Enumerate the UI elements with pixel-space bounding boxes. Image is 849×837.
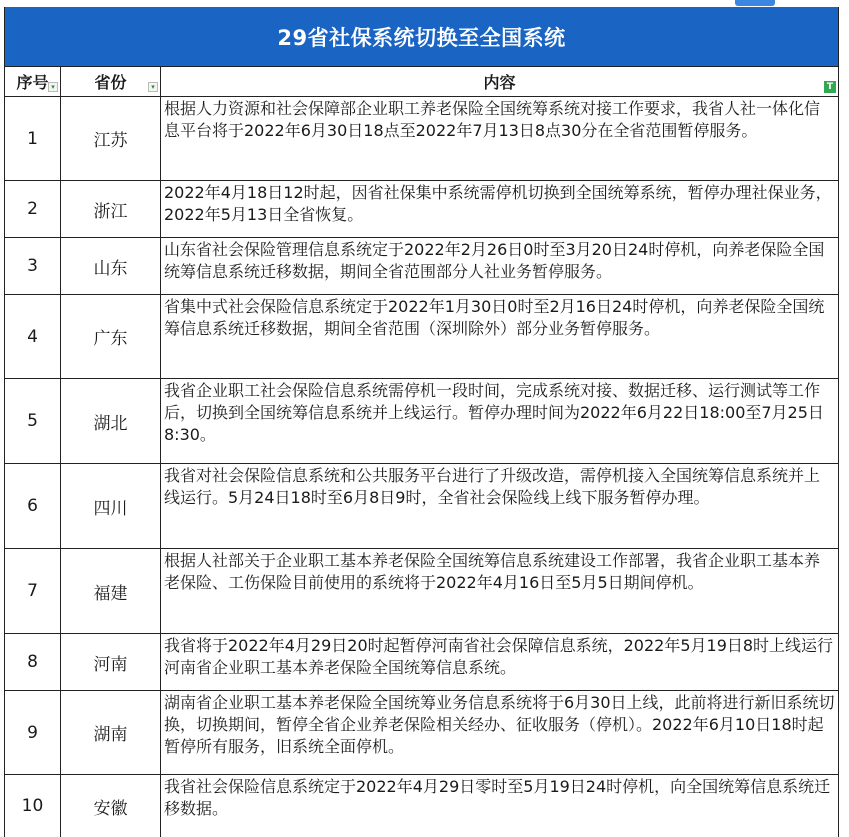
sheet-title: 29省社保系统切换至全国系统 bbox=[5, 7, 838, 67]
table-row[interactable] bbox=[5, 379, 838, 464]
cell-index[interactable]: 4 bbox=[5, 295, 61, 378]
top-toolbar-button[interactable] bbox=[735, 0, 775, 6]
cell-index[interactable]: 3 bbox=[5, 238, 61, 294]
text-filter-icon[interactable]: T bbox=[824, 81, 836, 93]
filter-dropdown-icon[interactable]: ▾ bbox=[148, 82, 158, 92]
cell-index[interactable]: 6 bbox=[5, 464, 61, 548]
table-row[interactable] bbox=[5, 634, 838, 691]
cell-province[interactable]: 湖北 bbox=[61, 379, 161, 463]
table-row[interactable] bbox=[5, 775, 838, 837]
cell-content[interactable]: 我省企业职工社会保险信息系统需停机一段时间，完成系统对接、数据迁移、运行测试等工作后，切换到全国统筹信息系统并上线运行。暂停办理时间为2022年6月22日18:00至7月25日8:30。 bbox=[164, 381, 824, 444]
table-row[interactable] bbox=[5, 181, 838, 238]
cell-content[interactable]: 我省将于2022年4月29日20时起暂停河南省社会保障信息系统，2022年5月19日8时上线运行河南省企业职工基本养老保险全国统筹信息系统。 bbox=[164, 636, 834, 677]
cell-index[interactable]: 7 bbox=[5, 549, 61, 633]
cell-index[interactable]: 9 bbox=[5, 691, 61, 774]
cell-content[interactable]: 湖南省企业职工基本养老保险全国统筹业务信息系统将于6月30日上线，此前将进行新旧系统切换，切换期间，暂停全省企业养老保险相关经办、征收服务（停机）。2022年6月10日18时起暂停所有服务，旧系统全面停机。 bbox=[164, 693, 835, 756]
header-content[interactable] bbox=[161, 67, 838, 96]
cell-index[interactable]: 5 bbox=[5, 379, 61, 463]
cell-index[interactable]: 8 bbox=[5, 634, 61, 690]
cell-content[interactable]: 我省对社会保险信息系统和公共服务平台进行了升级改造，需停机接入全国统筹信息系统并上线运行。5月24日18时至6月8日9时，全省社会保险线上线下服务暂停办理。 bbox=[164, 466, 821, 507]
cell-province[interactable]: 山东 bbox=[61, 238, 161, 294]
cell-content[interactable]: 我省社会保险信息系统定于2022年4月29日零时至5月19日24时停机，向全国统筹信息系统迁移数据。 bbox=[164, 777, 831, 818]
cell-index[interactable]: 2 bbox=[5, 181, 61, 237]
table-row[interactable] bbox=[5, 97, 838, 181]
table-row[interactable] bbox=[5, 295, 838, 379]
header-row bbox=[5, 67, 838, 97]
table-row[interactable] bbox=[5, 691, 838, 775]
cell-province[interactable]: 广东 bbox=[61, 295, 161, 378]
cell-province[interactable]: 浙江 bbox=[61, 181, 161, 237]
cell-province[interactable]: 江苏 bbox=[61, 97, 161, 180]
header-province[interactable] bbox=[61, 67, 161, 96]
cell-content[interactable]: 2022年4月18日12时起，因省社保集中系统需停机切换到全国统筹系统，暂停办理社保业务，2022年5月13日全省恢复。 bbox=[164, 183, 832, 224]
cell-content[interactable]: 根据人力资源和社会保障部企业职工养老保险全国统筹系统对接工作要求，我省人社一体化信息平台将于2022年6月30日18点至2022年7月13日8点30分在全省范围暂停服务。 bbox=[164, 99, 821, 140]
cell-index[interactable]: 1 bbox=[5, 97, 61, 180]
cell-content[interactable]: 山东省社会保险管理信息系统定于2022年2月26日0时至3月20日24时停机，向养老保险全国统筹信息系统迁移数据，期间全省范围部分人社业务暂停服务。 bbox=[164, 240, 825, 281]
spreadsheet-table bbox=[4, 7, 839, 837]
cell-province[interactable]: 湖南 bbox=[61, 691, 161, 774]
cell-content[interactable]: 根据人社部关于企业职工基本养老保险全国统筹信息系统建设工作部署，我省企业职工基本养老保险、工伤保险目前使用的系统将于2022年4月16日至5月5日期间停机。 bbox=[164, 551, 821, 592]
header-province-label: 省份 bbox=[94, 73, 127, 92]
table-row[interactable] bbox=[5, 464, 838, 549]
header-index[interactable] bbox=[5, 67, 61, 96]
cell-province[interactable]: 福建 bbox=[61, 549, 161, 633]
cell-content[interactable]: 省集中式社会保险信息系统定于2022年1月30日0时至2月16日24时停机，向养老保险全国统筹信息系统迁移数据，期间全省范围（深圳除外）部分业务暂停服务。 bbox=[164, 297, 825, 338]
cell-province[interactable]: 四川 bbox=[61, 464, 161, 548]
filter-dropdown-icon[interactable]: ▾ bbox=[48, 82, 58, 92]
cell-province[interactable]: 河南 bbox=[61, 634, 161, 690]
cell-index[interactable]: 10 bbox=[5, 775, 61, 837]
table-row[interactable] bbox=[5, 549, 838, 634]
cell-province[interactable]: 安徽 bbox=[61, 775, 161, 837]
header-index-label: 序号 bbox=[16, 73, 49, 92]
header-content-label: 内容 bbox=[483, 73, 516, 92]
table-row[interactable] bbox=[5, 238, 838, 295]
